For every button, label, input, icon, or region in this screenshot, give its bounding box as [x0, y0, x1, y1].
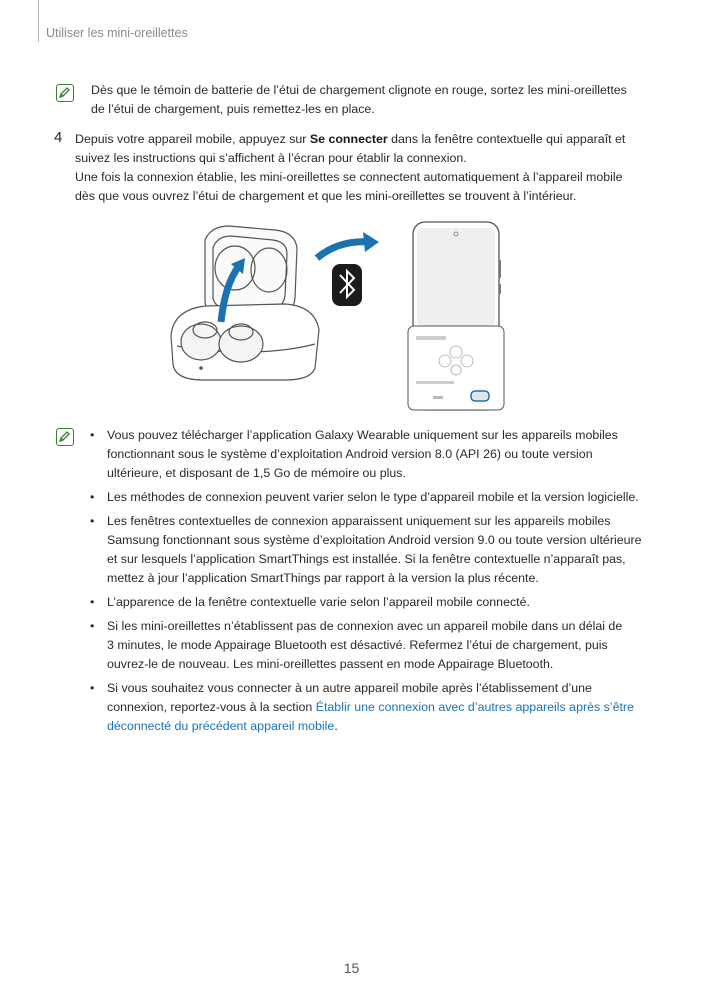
se-connecter-label: Se connecter — [309, 132, 388, 146]
cross-reference-link-continued[interactable]: déconnecté du précédent appareil mobile — [107, 719, 335, 733]
header-rule — [38, 0, 39, 42]
bluetooth-icon — [332, 264, 362, 306]
list-item: • L’apparence de la fenêtre contextuelle varie selon l’appareil mobile connecté. — [90, 593, 660, 612]
notes-list — [90, 426, 660, 741]
note-1-text: Dès que le témoin de batterie de l’étui de chargement clignote en rouge, sortez les mini-oreillettes de l’étui de chargement, puis remettez-les en place. — [91, 83, 627, 116]
pairing-illustration — [165, 218, 510, 414]
note-pencil-icon — [56, 84, 74, 102]
transfer-arrow-icon — [317, 232, 379, 258]
step-4-text: Depuis votre appareil mobile, appuyez sur Se connecter dans la fenêtre contextuelle qui apparaît et suivez les instructions qui s’affichent à l’écran pour établir la connexion. Une fois la connexion établie, les mini-oreillettes se connectent automatiquement à l’appareil mobile dès que vous ouvrez l’étui de chargement et que les mini-oreillettes se trouvent à l’intérieur. — [75, 132, 626, 203]
section-header: Utiliser les mini-oreillettes — [46, 26, 188, 40]
list-item: • Si les mini-oreillettes n’établissent pas de connexion avec un appareil mobile dans un délai de 3 minutes, le mode Appairage Bluetooth est désactivé. Refermez l’étui de chargement, puis ouvrez-le de nouveau. Les mini-oreillettes passent en mode Appairage Bluetooth. — [90, 617, 660, 674]
list-item: • Vous pouvez télécharger l’application Galaxy Wearable uniquement sur les appareils mobiles fonctionnant sous le système d’exploitation Android version 8.0 (API 26) ou toute version ultérieure, et disposant de 1,5 Go de mémoire ou plus. — [90, 426, 660, 483]
cross-reference-link[interactable]: Établir une connexion avec d’autres appareils après s’être — [315, 700, 634, 714]
charging-case-icon — [171, 226, 319, 380]
page-number: 15 — [343, 960, 360, 976]
note-pencil-icon — [56, 428, 74, 446]
step-number: 4 — [54, 129, 63, 146]
list-item: • Les fenêtres contextuelles de connexion apparaissent uniquement sur les appareils mobiles Samsung fonctionnant sous système d’exploitation Android version 9.0 ou toute version ultérieure et sur lesquels l’application SmartThings est installée. Si la fenêtre contextuelle n’apparaît pas, mettez à jour l’application SmartThings par rapport à la version la plus récente. — [90, 512, 660, 588]
list-item: • Les méthodes de connexion peuvent varier selon le type d’appareil mobile et la version logicielle. — [90, 488, 660, 507]
phone-icon — [408, 222, 504, 410]
list-item: • Si vous souhaitez vous connecter à un autre appareil mobile après l’établissement d’une connexion, reportez-vous à la section Établir une connexion avec d’autres appareils après s’être déconnecté du précédent appareil mobile. — [90, 679, 660, 736]
